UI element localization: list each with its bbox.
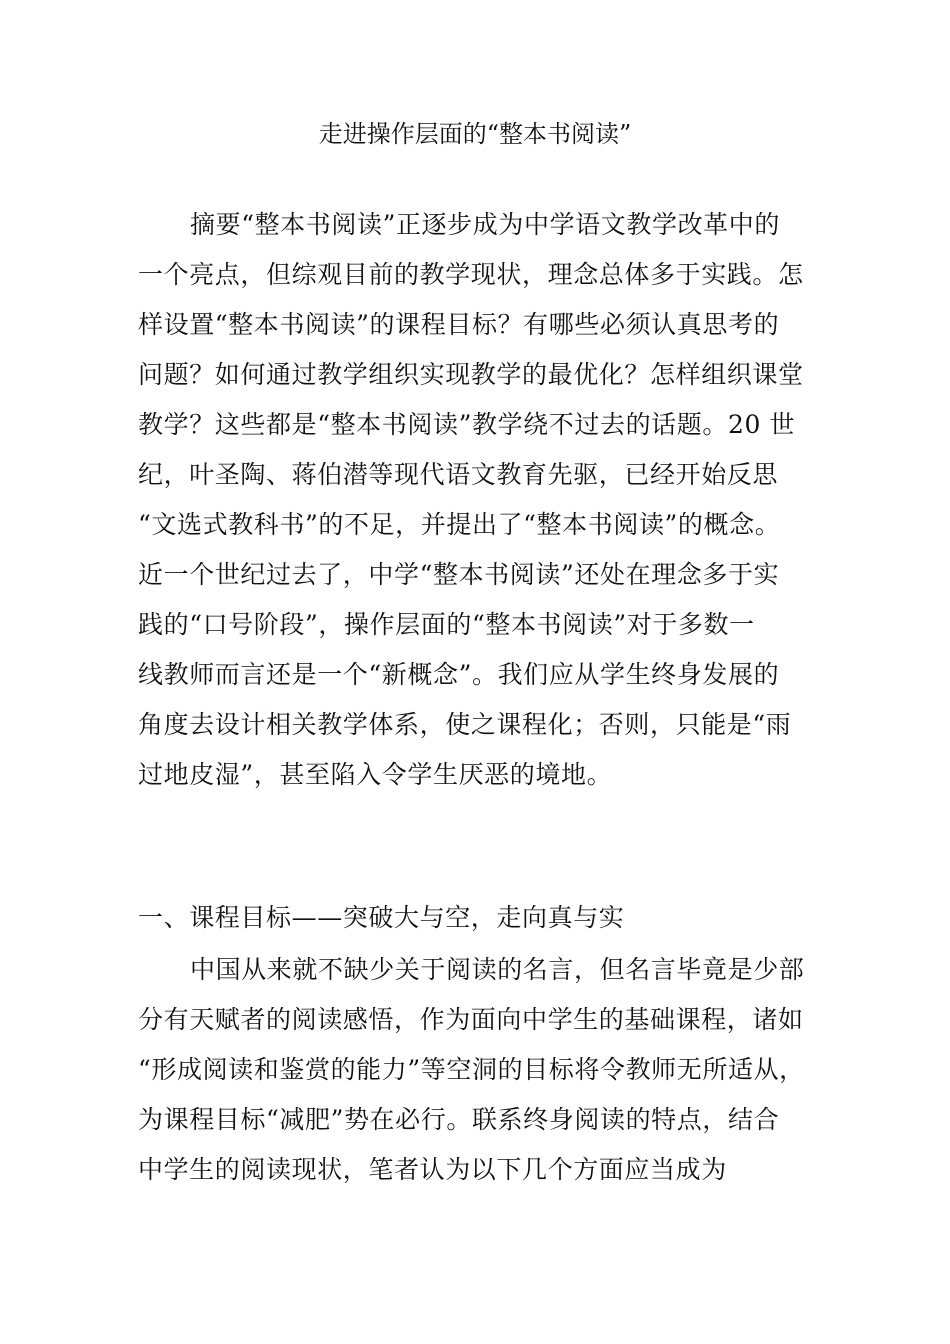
abstract-line: 样设置“整本书阅读”的课程目标？有哪些必须认真思考的 xyxy=(138,310,780,339)
abstract-paragraph xyxy=(138,200,816,800)
section-paragraph xyxy=(138,945,816,1195)
abstract-line: 践的“口号阶段”，操作层面的“整本书阅读”对于多数一 xyxy=(138,610,755,639)
abstract-line: 纪，叶圣陶、蒋伯潜等现代语文教育先驱，已经开始反思 xyxy=(138,460,779,489)
abstract-line: 角度去设计相关教学体系，使之课程化；否则，只能是“雨 xyxy=(138,710,792,739)
section-line: 中国从来就不缺少关于阅读的名言，但名言毕竟是少部 xyxy=(190,955,805,984)
section-line: 为课程目标“减肥”势在必行。联系终身阅读的特点，结合 xyxy=(138,1105,780,1134)
section-heading: 一、课程目标——突破大与空，走向真与实 xyxy=(138,903,625,932)
section-line: 中学生的阅读现状，笔者认为以下几个方面应当成为 xyxy=(138,1155,727,1184)
abstract-line: 教学？这些都是“整本书阅读”教学绕不过去的话题。20 世 xyxy=(138,410,796,439)
abstract-line: 一个亮点，但综观目前的教学现状，理念总体多于实践。怎 xyxy=(138,260,804,289)
abstract-line: 问题？如何通过教学组织实现教学的最优化？怎样组织课堂 xyxy=(138,360,804,389)
section-line: “形成阅读和鉴赏的能力”等空洞的目标将令教师无所适从， xyxy=(138,1055,805,1084)
abstract-line: 摘要“整本书阅读”正逐步成为中学语文教学改革中的 xyxy=(190,210,780,239)
document-title: 走进操作层面的“整本书阅读” xyxy=(318,120,632,148)
abstract-line: 线教师而言还是一个“新概念”。我们应从学生终身发展的 xyxy=(138,660,780,689)
abstract-line: 近一个世纪过去了，中学“整本书阅读”还处在理念多于实 xyxy=(138,560,780,589)
abstract-line: 过地皮湿”，甚至陷入令学生厌恶的境地。 xyxy=(138,760,613,789)
section-line: 分有天赋者的阅读感悟，作为面向中学生的基础课程，诸如 xyxy=(138,1005,804,1034)
abstract-line: “文选式教科书”的不足，并提出了“整本书阅读”的概念。 xyxy=(138,510,781,539)
